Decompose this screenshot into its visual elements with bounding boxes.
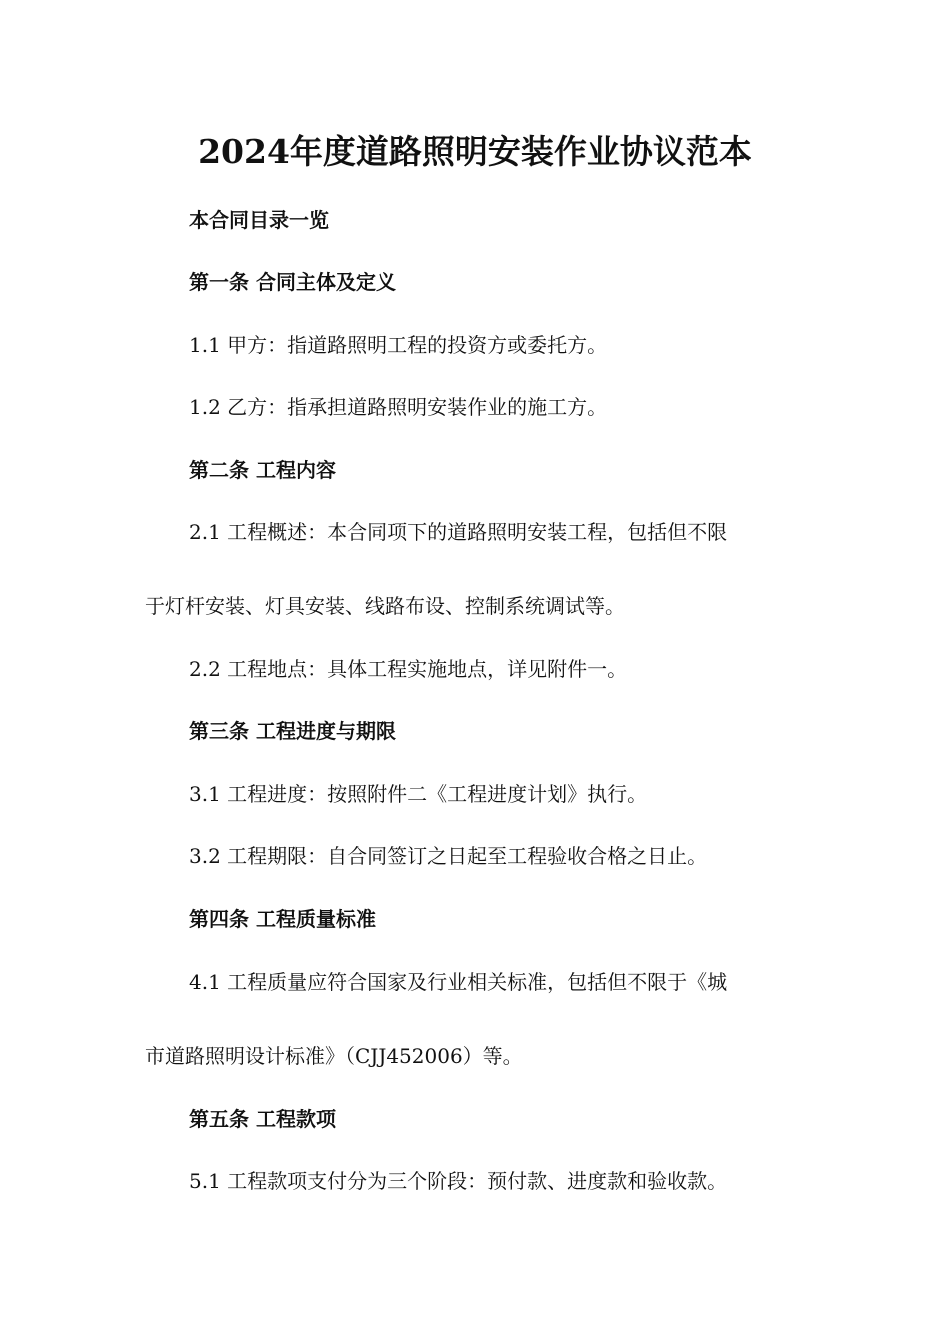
article-2-heading: 第二条 工程内容 xyxy=(189,458,336,482)
article-3-heading: 第三条 工程进度与期限 xyxy=(189,719,396,743)
clause-3-2: 3.2 工程期限：自合同签订之日起至工程验收合格之日止。 xyxy=(189,844,708,868)
clause-2-2: 2.2 工程地点：具体工程实施地点，详见附件一。 xyxy=(189,657,628,681)
clause-2-1-line-2: 于灯杆安装、灯具安装、线路布设、控制系统调试等。 xyxy=(145,594,625,618)
document-title: 2024年度道路照明安装作业协议范本 xyxy=(198,132,752,171)
article-5-heading: 第五条 工程款项 xyxy=(189,1107,336,1131)
clause-1-1: 1.1 甲方：指道路照明工程的投资方或委托方。 xyxy=(189,333,608,357)
article-1-heading: 第一条 合同主体及定义 xyxy=(189,270,396,294)
clause-3-1: 3.1 工程进度：按照附件二《工程进度计划》执行。 xyxy=(189,782,648,806)
clause-4-1-line-2: 市道路照明设计标准》（CJJ452006）等。 xyxy=(145,1044,523,1068)
toc-heading: 本合同目录一览 xyxy=(189,208,329,232)
clause-2-1-line-1: 2.1 工程概述：本合同项下的道路照明安装工程，包括但不限 xyxy=(189,520,728,544)
article-4-heading: 第四条 工程质量标准 xyxy=(189,907,376,931)
clause-4-1-line-1: 4.1 工程质量应符合国家及行业相关标准，包括但不限于《城 xyxy=(189,970,728,994)
clause-5-1: 5.1 工程款项支付分为三个阶段：预付款、进度款和验收款。 xyxy=(189,1169,728,1193)
clause-1-2: 1.2 乙方：指承担道路照明安装作业的施工方。 xyxy=(189,395,608,419)
